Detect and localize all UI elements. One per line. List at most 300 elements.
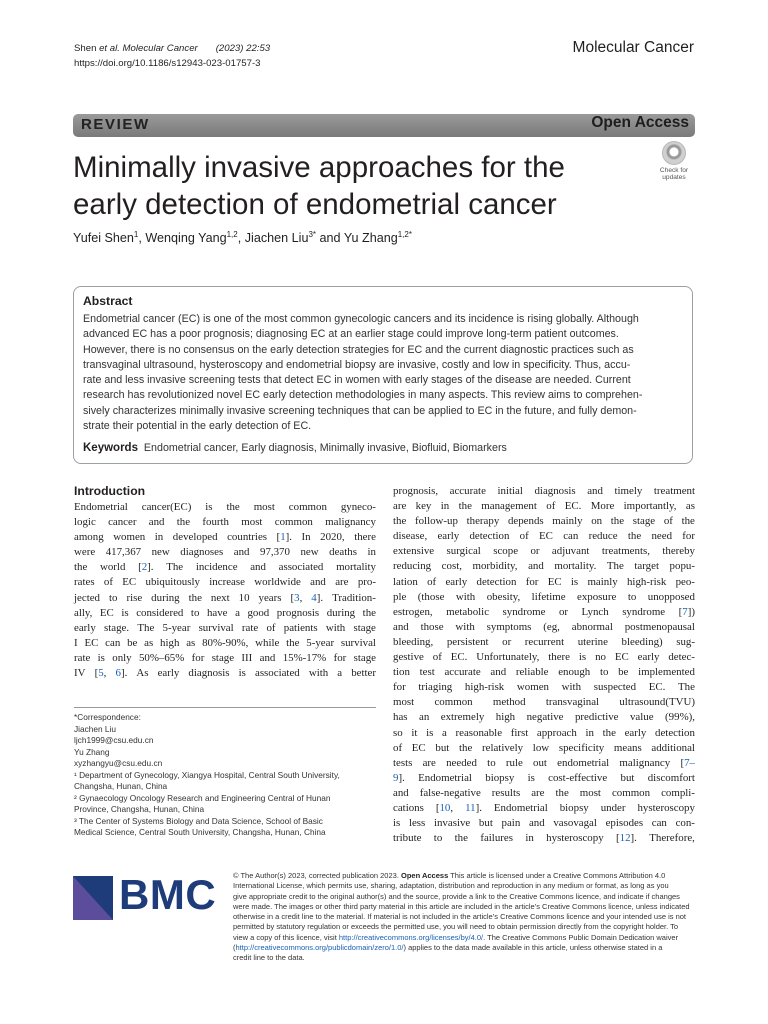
word: cancer(EC) — [141, 501, 192, 513]
word: detec- — [668, 651, 695, 664]
cc-zero-link[interactable]: http://creativecommons.org/publicdomain/zero/1.0/ — [235, 942, 404, 952]
bmc-logo-icon — [73, 876, 113, 920]
word: the — [555, 786, 569, 799]
word: high — [495, 711, 516, 724]
word: of — [103, 576, 113, 589]
word: The — [606, 560, 624, 573]
word: The — [137, 621, 155, 634]
body-line — [393, 756, 695, 771]
word: early — [445, 575, 468, 588]
word: EC — [547, 575, 562, 588]
word: in — [525, 832, 534, 845]
body-line — [393, 529, 695, 544]
word: tests — [393, 756, 413, 769]
body-line — [393, 484, 695, 499]
word: IV — [74, 667, 86, 680]
word: rule — [505, 756, 523, 769]
word: pro- — [357, 576, 376, 589]
word: rate — [74, 651, 91, 664]
check-for-updates-button[interactable] — [655, 141, 693, 181]
open-access-inline-label: Open Access — [401, 871, 449, 880]
word: extremely — [440, 711, 485, 724]
word: new — [151, 546, 170, 559]
citation-link[interactable]: 10 — [439, 801, 451, 814]
word: common — [611, 786, 651, 799]
word: common — [288, 501, 327, 513]
license-line: view a copy of this licence, visit http://creativecommons.org/licenses/by/4.0/. The Creative Commons Public Domain Dedication waiver — [233, 932, 679, 942]
author-name[interactable]: Wenqing Yang — [145, 231, 227, 246]
word: [12]. — [616, 832, 637, 845]
word: of — [546, 500, 556, 513]
body-line — [393, 786, 695, 801]
word: next — [210, 591, 230, 604]
word: years — [258, 591, 282, 604]
citation-link[interactable]: 7– — [684, 756, 695, 769]
word: detection — [476, 575, 517, 588]
check-updates-icon — [662, 141, 686, 165]
body-line — [74, 560, 376, 575]
word: and — [233, 546, 250, 559]
word: most — [579, 786, 601, 799]
word: (eg, — [543, 620, 560, 633]
citation-link[interactable]: 3 — [294, 591, 300, 604]
word: among — [74, 531, 104, 544]
word: for — [393, 681, 406, 694]
word: sug- — [676, 635, 695, 648]
abstract-line: rate and less invasive screening tests that detect EC in women with early stages of the disease are needed. Current — [83, 374, 631, 387]
word: of — [427, 575, 437, 588]
word: failures — [480, 832, 513, 845]
word: 417,367 — [105, 546, 142, 559]
word: and — [528, 560, 544, 573]
word: cost, — [441, 560, 462, 573]
word: were — [74, 546, 96, 559]
intro-left-column — [74, 484, 376, 681]
word: persistent — [446, 635, 489, 648]
word: logic — [74, 516, 96, 529]
word: obesity, — [486, 590, 521, 603]
word: malignancy — [325, 516, 376, 529]
word: EC — [614, 651, 629, 664]
keywords-list: Endometrial cancer, Early diagnosis, Minimally invasive, Biofluid, Biomarkers — [143, 442, 507, 454]
word: suspected — [593, 681, 637, 694]
word: negative — [526, 711, 564, 724]
word: for — [333, 651, 347, 664]
word: common — [434, 696, 473, 709]
footnote-line: ² Gynaecology Oncology Research and Engineering Central of Hunan — [74, 792, 331, 803]
word: under — [600, 801, 626, 814]
body-line — [74, 545, 376, 560]
word: stage. — [104, 621, 130, 634]
word: is — [570, 575, 579, 588]
word: are — [531, 786, 545, 799]
cc-license-link[interactable]: http://creativecommons.org/licenses/by/4.0/ — [338, 932, 484, 942]
author-affiliation-sup: 1,2* — [397, 230, 412, 239]
body-line — [74, 621, 376, 636]
word: hysteroscopy — [637, 801, 695, 814]
word: reducing — [393, 560, 432, 573]
body-line — [393, 650, 695, 665]
citation-link[interactable]: 9 — [393, 771, 399, 784]
citation-link[interactable]: 2 — [141, 561, 148, 574]
word: of — [432, 651, 442, 664]
word: bleeding) — [621, 635, 663, 648]
word: ultrasound(TVU) — [619, 696, 695, 709]
word: high-risk — [626, 575, 667, 588]
word: EC. — [564, 500, 582, 513]
word: it — [411, 726, 418, 739]
abstract-line: advanced EC has a poor prognosis; diagnosing EC at an earlier stage could improve long-term patient outcomes. — [83, 328, 619, 341]
word: depends — [507, 515, 544, 528]
abstract-box — [73, 286, 693, 464]
word: women — [516, 681, 549, 694]
word: to — [190, 606, 200, 619]
citation-authors: Shen — [74, 43, 100, 54]
citation-link[interactable]: 6 — [115, 667, 121, 680]
word: morbidity, — [472, 560, 518, 573]
word: is — [578, 651, 587, 664]
word: low — [532, 741, 550, 754]
citation-link[interactable]: 7 — [682, 605, 688, 618]
running-header — [74, 41, 270, 71]
word: to — [487, 756, 496, 769]
word: adjuvant — [551, 545, 590, 558]
word: EC. — [648, 681, 666, 694]
word: while — [255, 636, 280, 649]
word: target — [634, 560, 659, 573]
word: tion — [393, 666, 410, 679]
word: with — [325, 621, 346, 634]
word: 15%-17% — [282, 651, 327, 664]
word: management — [481, 500, 537, 513]
word: patients — [283, 621, 318, 634]
license-line: International License, which permits use, sharing, adaptation, distribution and reproduction in any medium or format, as long as you — [233, 881, 669, 891]
word: approach — [536, 726, 577, 739]
word: or — [530, 545, 540, 558]
word: 11]. — [465, 801, 482, 814]
word: to — [627, 590, 637, 603]
word: 80%-90%, — [202, 636, 249, 649]
word: malignancy — [619, 756, 671, 769]
intro-right-column — [393, 484, 695, 846]
abstract-line: Endometrial cancer (EC) is one of the most common gynecologic cancers and its incidence is rising globally. Although — [83, 313, 639, 325]
word: ubiquitously — [145, 576, 200, 589]
word: early — [624, 726, 647, 739]
abstract-line: sively characterizes minimally invasive screening techniques that can be applied to EC in the future, and fully demon- — [83, 404, 637, 417]
word: a — [441, 726, 447, 739]
word: therapy — [466, 515, 500, 528]
word: transvaginal — [545, 696, 600, 709]
word: hysteroscopy — [546, 832, 604, 845]
word: those — [420, 620, 444, 633]
citation-journal: et al. Molecular Cancer — [99, 43, 198, 54]
word: considered — [136, 606, 184, 619]
word: initial — [497, 485, 523, 497]
word: Lynch — [581, 605, 609, 618]
word: out — [533, 756, 547, 769]
word: uterine — [577, 635, 608, 648]
word: 50%–65% — [138, 651, 185, 664]
word: fourth — [202, 516, 229, 529]
article-title: Minimally invasive approaches for the early detection of endometrial cancer — [73, 151, 565, 221]
body-line — [393, 635, 695, 650]
word: the — [610, 515, 625, 528]
word: additional — [651, 741, 695, 754]
author-affiliation-sup: 1,2 — [226, 230, 238, 239]
word: cancer — [108, 516, 137, 529]
word: ally, — [74, 606, 93, 619]
footnote-line: Changsha, Hunan, China — [74, 781, 168, 791]
word: increase — [209, 576, 245, 589]
citation-link[interactable]: 5 — [98, 667, 104, 680]
word: surgical — [446, 545, 481, 558]
body-line — [393, 741, 695, 756]
doi-link[interactable]: https://doi.org/10.1186/s12943-023-01757-3 — [74, 58, 261, 69]
word: postmenopausal — [624, 620, 695, 633]
word: high-risk — [464, 681, 505, 694]
license-line: © The Author(s) 2023, corrected publication 2023. Open Access This article is licensed under a Creative Commons Attribution 4.0 — [233, 871, 666, 880]
author-name[interactable]: Jiachen Liu — [244, 231, 309, 246]
body-line — [74, 591, 376, 606]
word: can — [563, 530, 579, 543]
word: an — [419, 711, 430, 724]
abstract-text — [83, 312, 688, 434]
word: early — [74, 621, 96, 634]
intro-heading: Introduction — [74, 484, 146, 498]
abstract-line: However, there is no consensus on the early detection strategies for EC and the current diagnostic practices such as — [83, 343, 634, 356]
body-line — [393, 695, 695, 710]
word: in — [154, 531, 164, 544]
word: EC — [539, 530, 553, 543]
word: method — [492, 696, 526, 709]
word: is — [527, 771, 535, 784]
word: treatments, — [601, 545, 650, 558]
word: 6]. — [115, 667, 128, 680]
footnote-line: Yu Zhang — [74, 746, 110, 757]
body-line — [393, 575, 695, 590]
word: are — [393, 500, 407, 513]
journal-name: Molecular Cancer — [572, 39, 694, 56]
abstract-line: strate their potential in the early detection of EC. — [83, 420, 312, 433]
word: abnormal — [571, 620, 613, 633]
body-line — [393, 605, 695, 620]
word: EC — [99, 606, 114, 619]
check-updates-label — [655, 167, 693, 182]
word: are — [422, 756, 436, 769]
body-line — [74, 575, 376, 590]
body-line — [393, 710, 695, 725]
word: mainly — [587, 575, 618, 588]
word: or — [558, 605, 569, 618]
word: con- — [675, 817, 695, 830]
word: pain — [501, 817, 521, 830]
footnote-divider — [74, 707, 376, 708]
word: needed — [446, 756, 477, 769]
word: be — [127, 636, 138, 649]
body-line — [393, 726, 695, 741]
body-line — [393, 816, 695, 831]
word: the — [393, 515, 407, 528]
word: the — [458, 741, 473, 754]
word: Endometrial — [74, 501, 128, 513]
word: reduce — [588, 530, 618, 543]
word: as — [685, 500, 695, 513]
body-line — [74, 651, 376, 666]
word: is — [426, 726, 434, 739]
word: and — [490, 666, 507, 679]
intro-left-text — [74, 500, 376, 681]
check-updates-line2: updates — [662, 174, 686, 182]
word: estrogen, — [393, 605, 433, 618]
word: during — [326, 606, 356, 619]
word: for — [525, 575, 539, 588]
word: jected — [74, 591, 100, 604]
word: specificity — [558, 741, 605, 754]
intro-right-text — [393, 484, 695, 846]
word: with — [308, 667, 329, 680]
word: false-negative — [419, 786, 481, 799]
word: and — [393, 786, 409, 799]
word: test — [419, 666, 435, 679]
word: value — [629, 711, 654, 724]
citation-link[interactable]: 12 — [619, 832, 631, 845]
word: enough — [558, 666, 591, 679]
word: popu- — [669, 560, 695, 573]
word: discomfort — [647, 771, 695, 784]
author-affiliation-sup: 3* — [308, 230, 317, 239]
citation-link[interactable]: 1 — [280, 531, 286, 544]
word: mortality — [336, 561, 376, 574]
citation-link[interactable]: 4 — [311, 591, 317, 604]
word: accurate — [444, 666, 481, 679]
word: In — [301, 531, 311, 544]
author-separator: and — [316, 231, 344, 246]
word: as — [186, 636, 196, 649]
word: invasive — [433, 817, 471, 830]
body-line — [393, 544, 695, 559]
citation-link[interactable]: 11 — [465, 801, 476, 814]
footnote-line: ³ The Center of Systems Biology and Data Science, School of Basic — [74, 815, 323, 826]
word: developed — [172, 531, 218, 544]
body-line — [74, 515, 376, 530]
footnote-line: Medical Science, Central South University, Changsha, Hunan, China — [74, 827, 326, 837]
word: follow-up — [414, 515, 458, 528]
word: biopsy — [559, 801, 589, 814]
body-line — [393, 665, 695, 680]
word: and — [528, 817, 545, 830]
word: recurrent — [524, 635, 565, 648]
footnotes — [74, 712, 376, 839]
word: I — [74, 636, 78, 649]
word: the — [362, 606, 376, 619]
word: common — [274, 516, 313, 529]
word: means — [613, 741, 642, 754]
word: disease, — [393, 530, 428, 543]
word: the — [454, 832, 468, 845]
word: or — [502, 635, 512, 648]
word: As — [136, 667, 149, 680]
word: 4]. — [311, 591, 324, 604]
word: gestive — [393, 651, 424, 664]
word: there — [354, 531, 376, 544]
word: stage — [353, 651, 376, 664]
word: mainly — [552, 515, 583, 528]
word: a — [337, 667, 343, 680]
word: survival — [198, 621, 234, 634]
word: associated — [278, 561, 324, 574]
word: can — [651, 817, 667, 830]
word: the — [176, 516, 191, 529]
body-line — [393, 514, 695, 529]
word: no — [595, 651, 606, 664]
author-name[interactable]: Yu Zhang — [343, 231, 398, 246]
word: survival — [340, 636, 376, 649]
word: stage — [632, 515, 656, 528]
word: most — [393, 696, 415, 709]
word: to — [599, 666, 609, 679]
word: Therefore, — [649, 832, 695, 845]
word: less — [408, 817, 426, 830]
word: with — [455, 590, 476, 603]
word: better — [351, 667, 376, 680]
license-line: credit line to the data. — [233, 953, 305, 962]
word: diagnosis — [188, 667, 230, 680]
word: prognosis — [276, 606, 320, 619]
word: episodes — [605, 817, 644, 830]
word: accurate — [449, 485, 486, 497]
word: there — [548, 651, 571, 664]
word: reliable — [515, 666, 549, 679]
body-line — [393, 771, 695, 786]
word: is — [121, 606, 129, 619]
body-line — [393, 831, 695, 846]
word: bleeding, — [393, 635, 434, 648]
author-name[interactable]: Yufei Shen — [73, 231, 134, 246]
word: 97,370 — [260, 546, 290, 559]
license-text — [233, 871, 691, 963]
author-affiliation-sup: 1 — [133, 230, 139, 239]
word: is — [393, 817, 401, 830]
word: of — [663, 515, 673, 528]
footnote-line: Province, Changsha, Hunan, China — [74, 804, 205, 814]
word: exposure — [577, 590, 617, 603]
word: implemented — [638, 666, 695, 679]
word: cations — [393, 801, 424, 814]
word: associated — [254, 667, 300, 680]
word: symptoms — [486, 620, 532, 633]
word: new — [300, 546, 319, 559]
word: only — [112, 651, 132, 664]
author-separator: , — [237, 231, 245, 246]
word: prognosis, — [393, 485, 439, 497]
word: need — [651, 530, 673, 543]
word: and — [250, 561, 266, 574]
word: scope — [493, 545, 519, 558]
citation-year: (2023) 22:53 — [215, 43, 271, 54]
word: [2]. — [138, 561, 154, 574]
word: deaths — [329, 546, 357, 559]
keywords-line — [83, 442, 507, 454]
word: [10, — [435, 801, 454, 814]
word: be — [618, 666, 629, 679]
word: unopposed — [647, 590, 695, 603]
word: vasovagal — [553, 817, 597, 830]
word: stage — [211, 651, 235, 664]
word: to — [108, 591, 118, 604]
word: of — [519, 530, 529, 543]
word: with — [455, 620, 475, 633]
abstract-heading: Abstract — [83, 294, 133, 308]
